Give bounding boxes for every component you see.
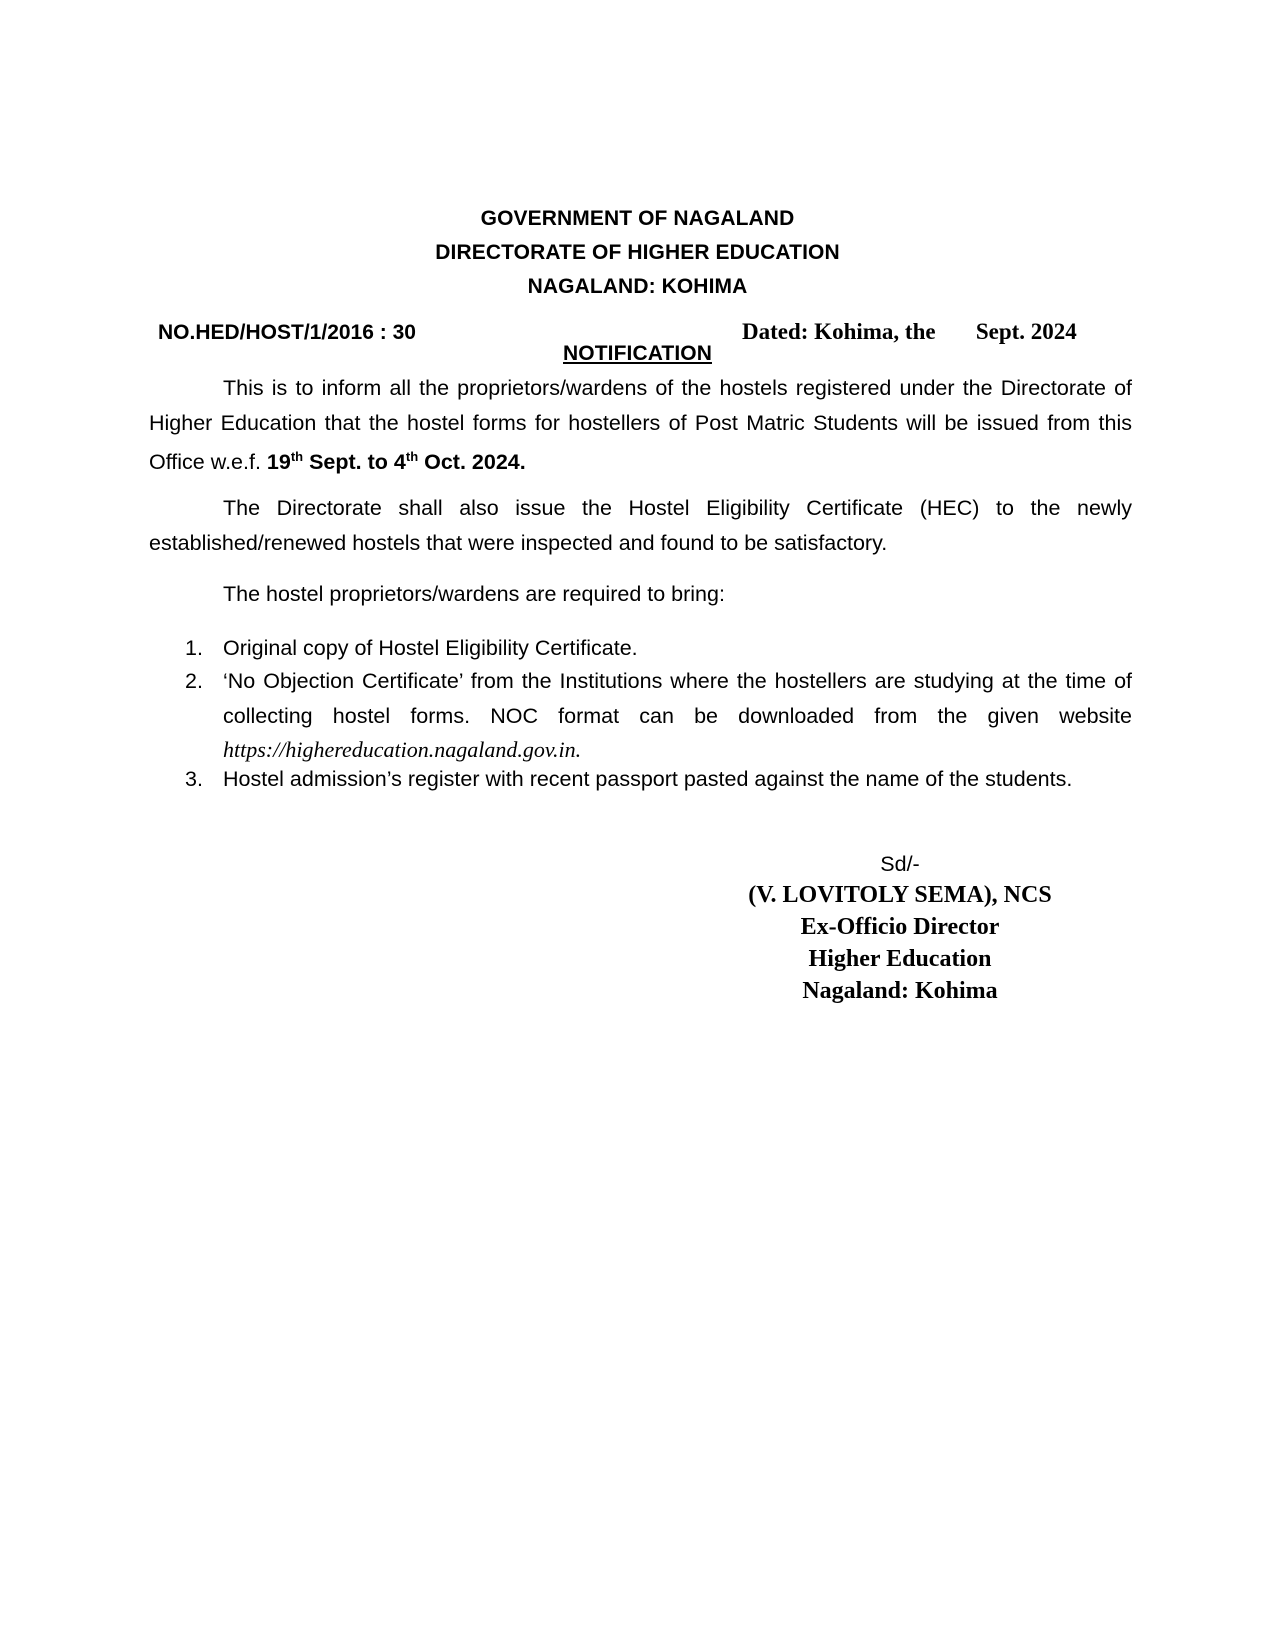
signatory-name: (V. LOVITOLY SEMA), NCS (748, 882, 1052, 908)
list-number: 3. (185, 767, 203, 791)
signature-sd: Sd/- (880, 852, 920, 876)
list-number: 2. (185, 669, 203, 693)
signatory-department: Higher Education (808, 946, 992, 972)
notification-title: NOTIFICATION (563, 342, 712, 365)
list-text: Hostel admission’s register with recent passport pasted against the name of the students. (223, 767, 1073, 791)
paragraph-forms-issue-text: This is to inform all the proprietors/wardens of the hostels registered under the Directorate of Higher Education that the hostel forms for hostellers of Post Matric Students will be issued from this Office w.e.f. (149, 376, 1132, 475)
signatory-location: Nagaland: Kohima (802, 978, 998, 1004)
website-link[interactable]: https://highereducation.nagaland.gov.in. (223, 737, 582, 762)
header-government: GOVERNMENT OF NAGALAND (480, 207, 795, 230)
paragraph-requirements-text: The hostel proprietors/wardens are required to bring: (223, 582, 725, 606)
issue-date-range: 19th Sept. to 4th Oct. 2024. (266, 449, 526, 475)
list-item (149, 631, 1132, 666)
header-directorate: DIRECTORATE OF HIGHER EDUCATION (435, 241, 840, 264)
list-text: ‘No Objection Certificate’ from the Institutions where the hostellers are studying at the time of collecting hostel forms. NOC format can be downloaded from the given website https://highereducation.nagaland.gov.in. (223, 669, 1132, 762)
signatory-designation: Ex-Officio Director (800, 914, 1000, 940)
list-item (149, 664, 1132, 768)
paragraph-hec (149, 491, 1132, 560)
paragraph-forms-issue (149, 371, 1132, 480)
dated-line: Dated: Kohima, the Sept. 2024 (742, 319, 1077, 344)
reference-number: NO.HED/HOST/1/2016 : 30 (158, 321, 416, 344)
header-location: NAGALAND: KOHIMA (527, 275, 748, 298)
list-text: Original copy of Hostel Eligibility Certificate. (223, 636, 638, 660)
paragraph-requirements (149, 577, 1132, 612)
list-number: 1. (185, 636, 203, 660)
paragraph-hec-text: The Directorate shall also issue the Hostel Eligibility Certificate (HEC) to the newly established/renewed hostels that were inspected and found to be satisfactory. (149, 496, 1132, 555)
list-item (149, 762, 1132, 797)
